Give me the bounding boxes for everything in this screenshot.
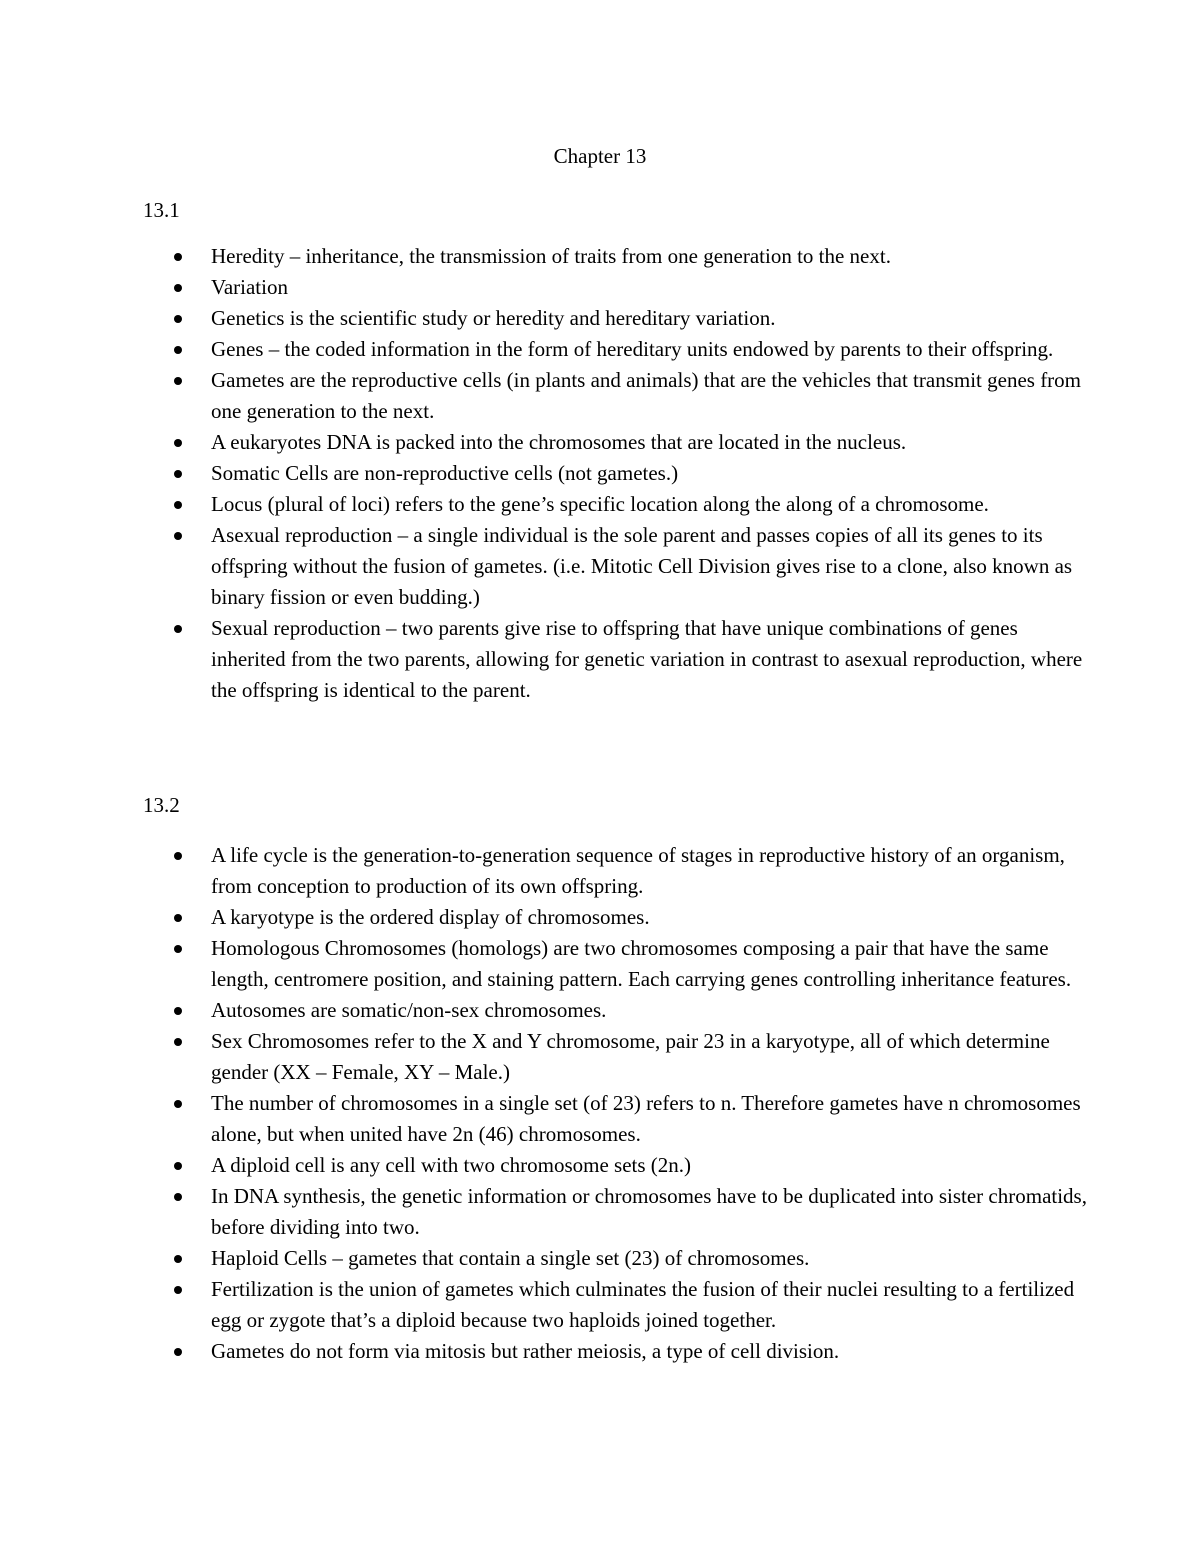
- list-item: [211, 1181, 1091, 1243]
- bullet-icon: [174, 470, 182, 478]
- bullet-list-13-2: [211, 840, 1091, 1367]
- list-item: [211, 1026, 1091, 1088]
- list-item: [211, 902, 1091, 933]
- list-item: [211, 995, 1091, 1026]
- bullet-icon: [174, 377, 182, 385]
- list-item: [211, 1088, 1091, 1150]
- bullet-icon: [174, 346, 182, 354]
- bullet-icon: [174, 315, 182, 323]
- page-title: Chapter 13: [553, 144, 647, 168]
- bullet-text: Variation: [211, 275, 288, 299]
- list-item: [211, 365, 1091, 427]
- list-item: [211, 489, 1091, 520]
- list-item: [211, 1243, 1091, 1274]
- bullet-text: Heredity – inheritance, the transmission of traits from one generation to the next.: [211, 244, 891, 268]
- bullet-text: A eukaryotes DNA is packed into the chromosomes that are located in the nucleus.: [211, 430, 907, 454]
- bullet-text: Haploid Cells – gametes that contain a single set (23) of chromosomes.: [211, 1246, 810, 1270]
- list-item: [211, 427, 1091, 458]
- bullet-icon: [174, 532, 182, 540]
- bullet-text: Locus (plural of loci) refers to the gene’s specific location along the along of a chromosome.: [211, 492, 989, 516]
- section-heading-13-2: 13.2: [143, 793, 180, 817]
- bullet-text: Asexual reproduction – a single individual is the sole parent and passes copies of all its genes to its offspring without the fusion of gametes. (i.e. Mitotic Cell Division gives rise to a clone, also known as binary fission or even budding.): [211, 523, 1073, 609]
- bullet-text: A diploid cell is any cell with two chromosome sets (2n.): [211, 1153, 692, 1177]
- bullet-text: Genes – the coded information in the form of hereditary units endowed by parents to their offspring.: [211, 337, 1054, 361]
- bullet-text: A life cycle is the generation-to-generation sequence of stages in reproductive history of an organism, from conception to production of its own offspring.: [211, 843, 1065, 898]
- list-item: [211, 1274, 1091, 1336]
- list-item: [211, 334, 1091, 365]
- bullet-text: Gametes are the reproductive cells (in plants and animals) that are the vehicles that transmit genes from one generation to the next.: [211, 368, 1082, 423]
- bullet-text: Homologous Chromosomes (homologs) are two chromosomes composing a pair that have the same length, centromere position, and staining pattern. Each carrying genes controlling inheritance features.: [211, 936, 1072, 991]
- bullet-text: The number of chromosomes in a single set (of 23) refers to n. Therefore gametes have n chromosomes alone, but when united have 2n (46) chromosomes.: [211, 1091, 1081, 1146]
- bullet-text: Sex Chromosomes refer to the X and Y chromosome, pair 23 in a karyotype, all of which determine gender (XX – Female, XY – Male.): [211, 1029, 1050, 1084]
- list-item: [211, 303, 1091, 334]
- list-item: [211, 613, 1091, 706]
- bullet-icon: [174, 1348, 182, 1356]
- list-item: [211, 1336, 1091, 1367]
- section-heading-13-1: 13.1: [143, 198, 180, 222]
- bullet-icon: [174, 253, 182, 261]
- bullet-text: Fertilization is the union of gametes which culminates the fusion of their nuclei resulting to a fertilized egg or zygote that’s a diploid because two haploids joined together.: [211, 1277, 1075, 1332]
- bullet-text: Somatic Cells are non-reproductive cells (not gametes.): [211, 461, 679, 485]
- bullet-icon: [174, 1038, 182, 1046]
- list-item: [211, 840, 1091, 902]
- bullet-icon: [174, 945, 182, 953]
- list-item: [211, 458, 1091, 489]
- bullet-icon: [174, 1193, 182, 1201]
- bullet-icon: [174, 625, 182, 633]
- bullet-text: A karyotype is the ordered display of chromosomes.: [211, 905, 650, 929]
- bullet-icon: [174, 284, 182, 292]
- list-item: [211, 241, 1091, 272]
- bullet-icon: [174, 1255, 182, 1263]
- list-item: [211, 1150, 1091, 1181]
- bullet-text: Genetics is the scientific study or heredity and hereditary variation.: [211, 306, 776, 330]
- bullet-text: Autosomes are somatic/non-sex chromosomes.: [211, 998, 607, 1022]
- bullet-icon: [174, 1007, 182, 1015]
- bullet-icon: [174, 852, 182, 860]
- bullet-icon: [174, 1162, 182, 1170]
- bullet-text: Sexual reproduction – two parents give rise to offspring that have unique combinations of genes inherited from the two parents, allowing for genetic variation in contrast to asexual reproduction, where the offspring is identical to the parent.: [211, 616, 1083, 702]
- bullet-text: In DNA synthesis, the genetic information or chromosomes have to be duplicated into sister chromatids, before dividing into two.: [211, 1184, 1087, 1239]
- bullet-icon: [174, 501, 182, 509]
- bullet-icon: [174, 439, 182, 447]
- bullet-list-13-1: [211, 241, 1091, 706]
- list-item: [211, 272, 1091, 303]
- bullet-icon: [174, 1100, 182, 1108]
- bullet-text: Gametes do not form via mitosis but rather meiosis, a type of cell division.: [211, 1339, 840, 1363]
- list-item: [211, 933, 1091, 995]
- bullet-icon: [174, 1286, 182, 1294]
- list-item: [211, 520, 1091, 613]
- bullet-icon: [174, 914, 182, 922]
